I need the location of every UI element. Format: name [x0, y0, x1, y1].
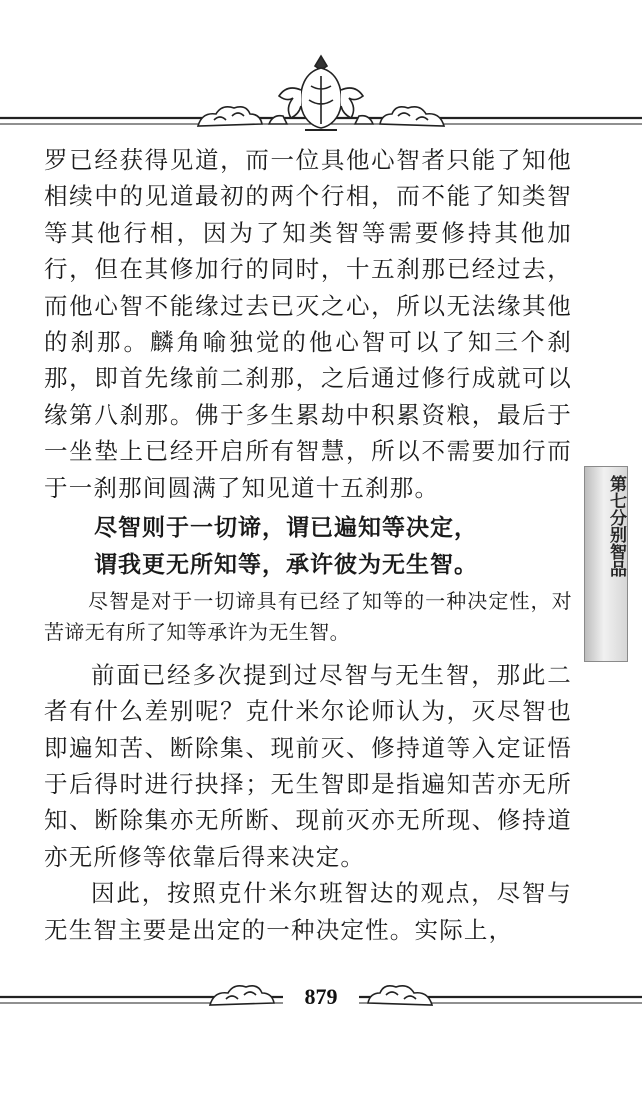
left-cloud-icon [198, 107, 262, 126]
chapter-side-tab [584, 466, 628, 662]
main-text-block [44, 142, 572, 948]
verse-commentary: 尽智是对于一切谛具有已经了知等的一种决定性，对苦谛无有所了知等承许为无生智。 [44, 588, 572, 645]
verse-line-2: 谓我更无所知等，承许彼为无生智。 [94, 551, 478, 578]
verse-line-1: 尽智则于一切谛，谓已遍知等决定， [94, 515, 478, 542]
page-number: 879 [304, 984, 338, 1009]
paragraph-continued: 罗已经获得见道，而一位具他心智者只能了知他相续中的见道最初的两个行相，而不能了知类智等其他行相，因为了知类智等需要修持其他加行，但在其修加行的同时，十五刹那已经过去，而他心智不能缘过去已灭之心，所以无法缘其他的刹那。麟角喻独觉的他心智可以了知三个刹那，即首先缘前二刹那，之后通过修行成就可以缘第八刹那。佛于多生累劫中积累资粮，最后于一坐垫上已经开启所有智慧，所以不需要加行而于一刹那间圆满了知见道十五刹那。 [44, 146, 572, 502]
header-ornament [0, 50, 642, 140]
footer-right-cloud-icon [368, 986, 432, 1005]
paragraph-3: 因此，按照克什米尔班智达的观点，尽智与无生智主要是出定的一种决定性。实际上， [44, 879, 572, 944]
footer-left-cloud-icon [210, 986, 274, 1005]
dharma-emblem-icon [269, 56, 373, 130]
chapter-side-tab-label: 第七分别智品 [606, 475, 626, 577]
right-cloud-icon [380, 107, 444, 126]
paragraph-2: 前面已经多次提到过尽智与无生智，那此二者有什么差别呢？克什米尔论师认为，灭尽智也即遍知苦、断除集、现前灭、修持道等入定证悟于后得时进行抉择；无生智即是指遍知苦亦无所知、断除集亦无所断、现前灭亦无所现、修持道亦无所修等依靠后得来决定。 [44, 660, 572, 871]
